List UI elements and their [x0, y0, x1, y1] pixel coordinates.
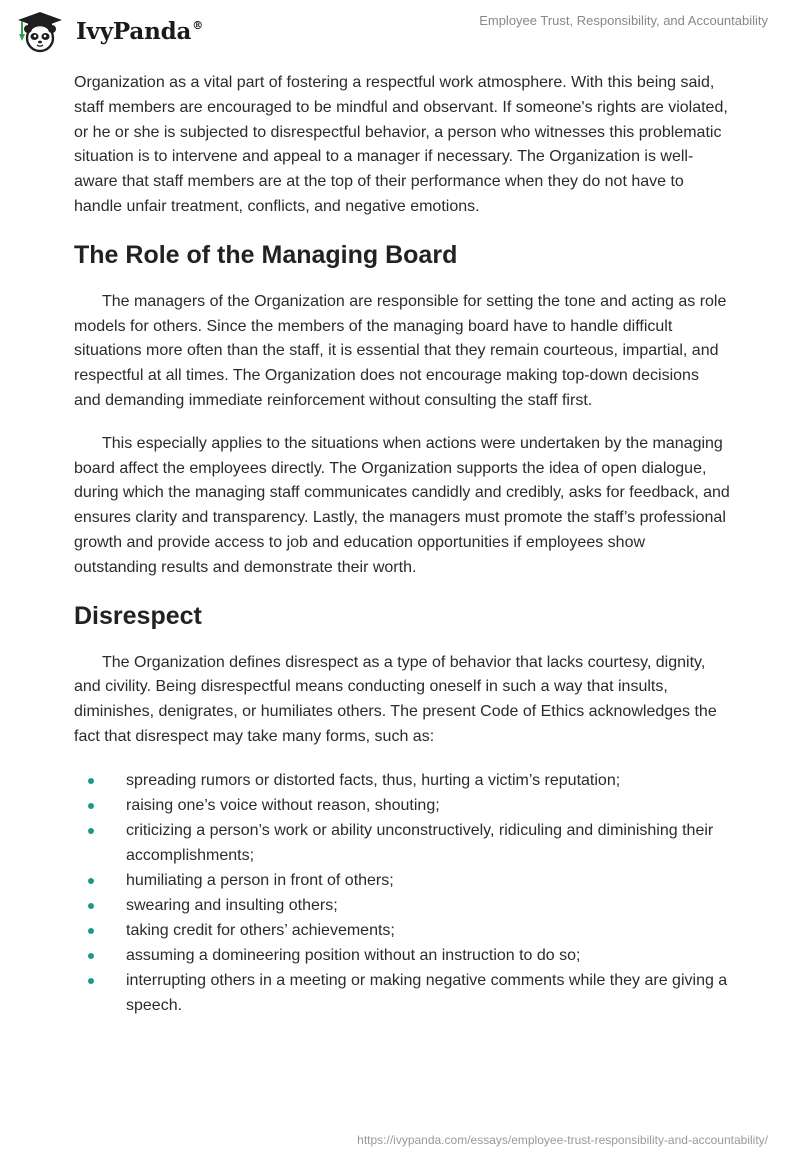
page-header: [0, 0, 800, 60]
section-heading-disrespect: Disrespect: [74, 601, 202, 630]
paragraph: This especially applies to the situations when actions were undertaken by the managing board affect the employees directly. The Organization supports the idea of open dialogue, during which the managing staff communicates candidly and credibly, asks for feedback, and ensures clarity and transparency. Lastly, the managers must promote the staff’s professional growth and provide access to job and education opportunities if employees show outstanding results and demonstrate their worth.: [74, 434, 730, 576]
paragraph: The managers of the Organization are responsible for setting the tone and acting as role models for others. Since the members of the managing board have to handle difficult situations more often than the staff, it is essential that they remain courteous, impartial, and respectful at all times. The Organization does not encourage making top-down decisions and demanding immediate reinforcement without consulting the staff first.: [74, 292, 727, 409]
bullet-icon: [88, 903, 94, 909]
list-item: assuming a domineering position without an instruction to do so;: [74, 943, 730, 968]
bullet-icon: [88, 878, 94, 884]
list-item: interrupting others in a meeting or making negative comments while they are giving a speech.: [74, 968, 730, 1018]
registered-mark: ®: [192, 18, 203, 32]
disrespect-forms-list: [74, 768, 730, 1018]
panda-graduate-icon: [14, 8, 74, 54]
section-heading-managing-board: The Role of the Managing Board: [74, 240, 458, 269]
bullet-icon: [88, 828, 94, 834]
brand-name: IvyPanda®: [76, 17, 203, 45]
document-title: Employee Trust, Responsibility, and Accountability: [479, 13, 768, 28]
bullet-icon: [88, 953, 94, 959]
bullet-icon: [88, 928, 94, 934]
bullet-icon: [88, 778, 94, 784]
list-item: humiliating a person in front of others;: [74, 868, 730, 893]
bullet-icon: [88, 803, 94, 809]
paragraph: The Organization defines disrespect as a type of behavior that lacks courtesy, dignity, and civility. Being disrespectful means conducting oneself in such a way that insults, diminishes, denigrates, or humiliates others. The present Code of Ethics acknowledges the fact that disrespect may take many forms, such as:: [74, 653, 717, 745]
list-item: raising one’s voice without reason, shouting;: [74, 793, 730, 818]
essay-body: [74, 71, 730, 1018]
list-item: swearing and insulting others;: [74, 893, 730, 918]
list-item: criticizing a person’s work or ability unconstructively, ridiculing and diminishing their accomplishments;: [74, 818, 730, 868]
list-item: spreading rumors or distorted facts, thus, hurting a victim’s reputation;: [74, 768, 730, 793]
source-url-link[interactable]: https://ivypanda.com/essays/employee-trust-responsibility-and-accountability/: [357, 1133, 768, 1147]
bullet-icon: [88, 978, 94, 984]
ivypanda-logo[interactable]: [14, 9, 203, 53]
intro-paragraph: Organization as a vital part of fostering a respectful work atmosphere. With this being said, staff members are encouraged to be mindful and observant. If someone's rights are violated, or he or she is subjected to disrespectful behavior, a person who witnesses this problematic situation is to intervene and appeal to a manager if necessary. The Organization is well-aware that staff members are at the top of their performance when they do not have to handle unfair treatment, conflicts, and negative emotions.: [74, 74, 728, 215]
list-item: taking credit for others’ achievements;: [74, 918, 730, 943]
